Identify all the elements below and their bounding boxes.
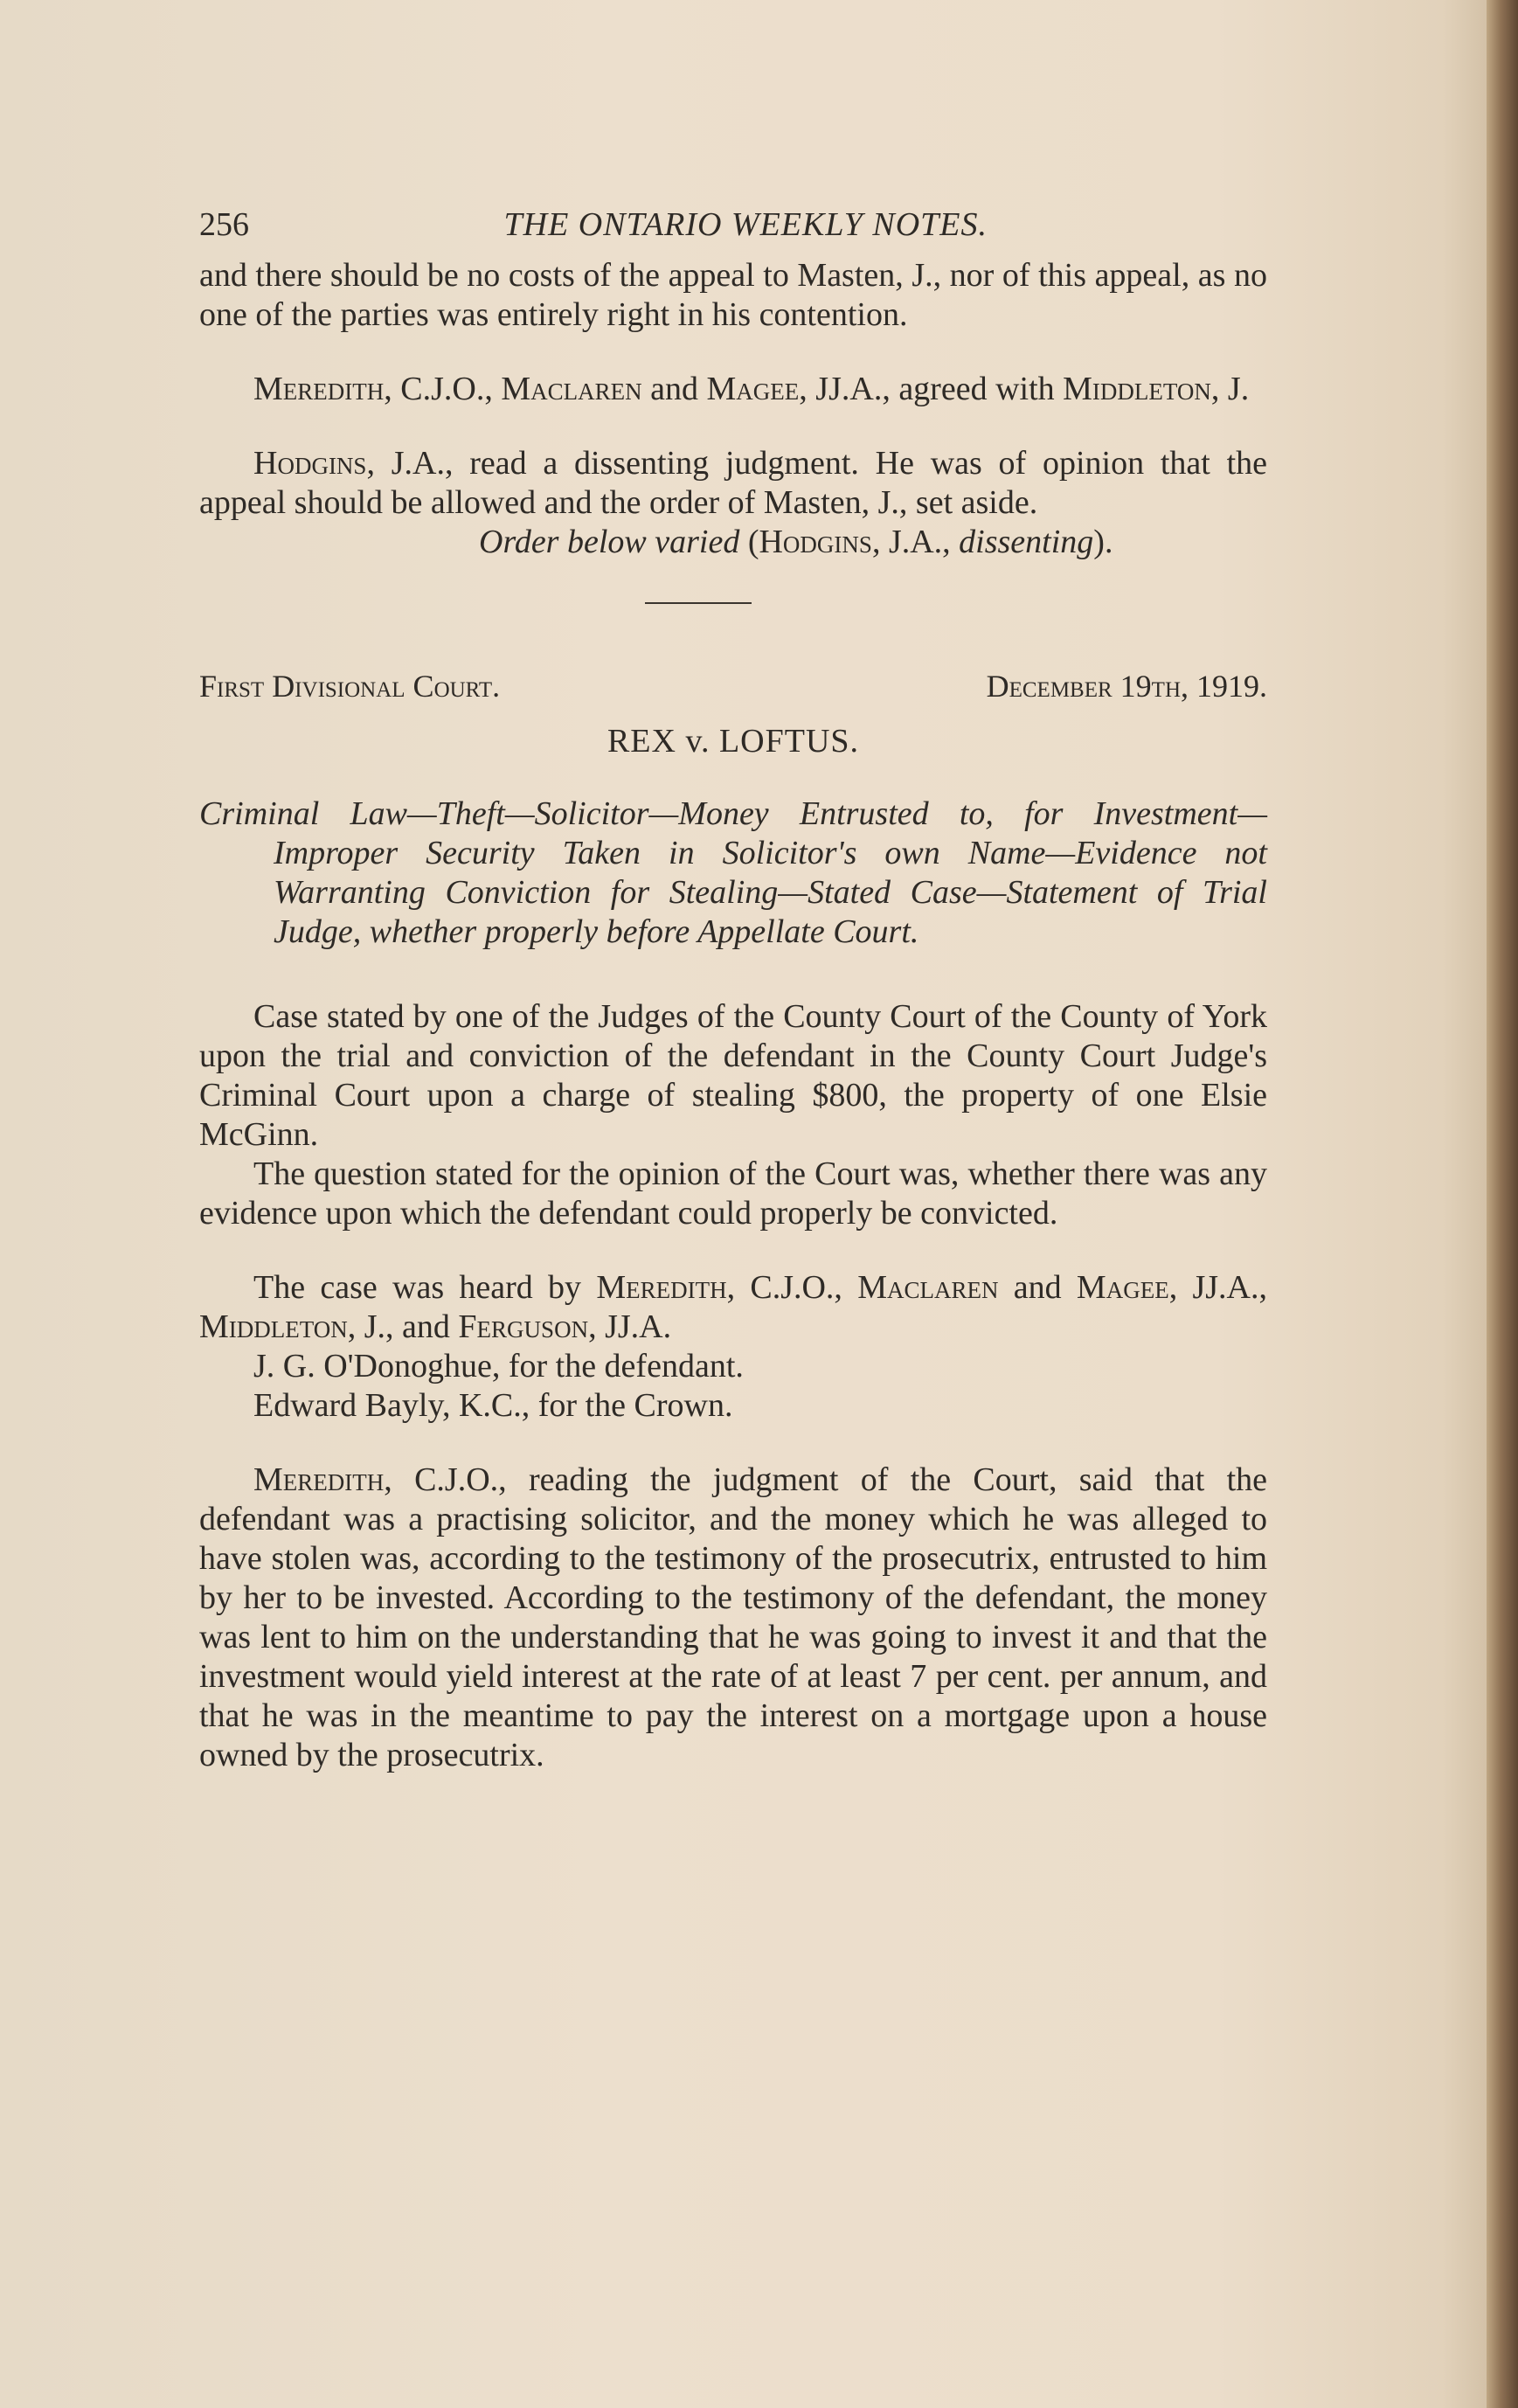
judge-name: Meredith (596, 1269, 727, 1306)
judge-name: Hodgins (253, 445, 367, 482)
judge-name: Middleton (199, 1308, 348, 1345)
paragraph-question: The question stated for the opinion of the Court was, whether there was any evidence upon which the defendant could properly be convicted. (199, 1155, 1267, 1232)
judge-name: Meredith (253, 371, 385, 407)
section-divider (645, 602, 752, 604)
page-number: 256 (199, 206, 249, 243)
page-content (199, 205, 1267, 1775)
paragraph-costs: and there should be no costs of the appeal to Masten, J., nor of this appeal, as no one of the parties was entirely right in his contention. (199, 257, 1267, 333)
case-title: REX v. LOFTUS. (607, 723, 860, 760)
counsel-defendant: J. G. O'Donoghue, for the defendant. (253, 1348, 744, 1384)
judge-name: Magee (706, 371, 800, 407)
counsel-crown: Edward Bayly, K.C., for the Crown. (253, 1387, 733, 1424)
judge-name: Maclaren (857, 1269, 999, 1306)
judge-name: Meredith (253, 1461, 385, 1498)
court-line (199, 667, 1267, 706)
paragraph-judgment: Meredith, C.J.O., reading the judgment of the Court, said that the defendant was a practising solicitor, and the money which he was alleged to have stolen was, according to the testimony of the prosecutrix, entrusted to him by her to be invested. According to the testimony of the defendant, the money was lent to him on the understanding that he was going to invest it and that the investment would yield interest at the rate of at least 7 per cent. per annum, and that he was in the meantime to pay the interest on a mortgage upon a house owned by the prosecutrix. (199, 1461, 1267, 1773)
judge-name: Maclaren (501, 371, 642, 407)
judge-name: Magee (1076, 1269, 1169, 1306)
paragraph-heard-by: The case was heard by Meredith, C.J.O., Maclaren and Magee, JJ.A., Middleton, J., and Ferguson, JJ.A. (199, 1269, 1267, 1345)
running-title: THE ONTARIO WEEKLY NOTES. (503, 206, 988, 243)
order-line: Order below varied (Hodgins, J.A., dissenting). (479, 524, 1113, 560)
decision-date: December 19th, 1919. (986, 669, 1267, 704)
page-edge (1487, 0, 1518, 2408)
paragraph-dissent: Hodgins, J.A., read a dissenting judgment. He was of opinion that the appeal should be allowed and the order of Masten, J., set aside. (199, 445, 1267, 521)
paragraph-agreed: Meredith, C.J.O., Maclaren and Magee, JJ.A., agreed with Middleton, J. (253, 371, 1250, 407)
paragraph-case-stated: Case stated by one of the Judges of the County Court of the County of York upon the trial and conviction of the defendant in the County Court Judge's Criminal Court upon a charge of stealing $800, the property of one Elsie McGinn. (199, 998, 1267, 1153)
judge-name: Ferguson (458, 1308, 589, 1345)
running-header (199, 205, 1267, 256)
judge-name: Middleton (1063, 371, 1211, 407)
court-name: First Divisional Court. (199, 669, 501, 704)
headnote: Criminal Law—Theft—Solicitor—Money Entrusted to, for Investment—Improper Security Taken in Solicitor's own Name—Evidence not Warranting Conviction for Stealing—Stated Case—Statement of Trial Judge, whether properly before Appellate Court. (199, 795, 1267, 950)
